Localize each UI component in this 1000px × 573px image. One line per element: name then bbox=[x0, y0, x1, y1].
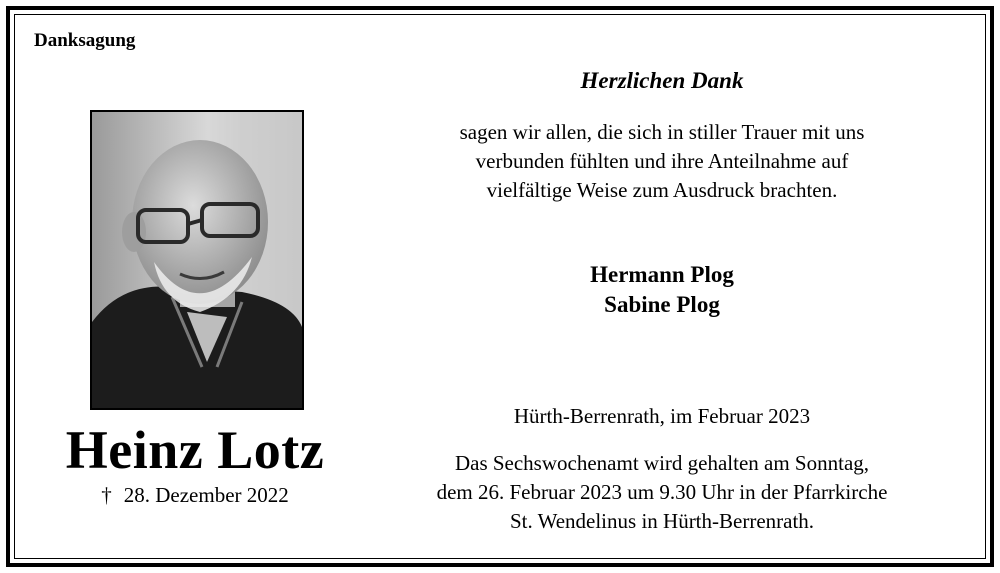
thanks-line: verbunden fühlten und ihre Anteilnahme auf bbox=[475, 149, 849, 173]
signer-name: Sabine Plog bbox=[604, 292, 720, 317]
signer-name: Hermann Plog bbox=[590, 262, 734, 287]
thanks-title: Herzlichen Dank bbox=[580, 68, 744, 93]
service-info bbox=[382, 449, 942, 536]
thanks-line: sagen wir allen, die sich in stiller Trauer mit uns bbox=[459, 120, 865, 144]
portrait-photo bbox=[90, 110, 304, 410]
portrait-illustration bbox=[92, 112, 302, 408]
deceased-name: Heinz Lotz bbox=[65, 420, 325, 480]
thanks-text bbox=[382, 118, 942, 205]
death-date-line bbox=[50, 483, 340, 508]
service-line: St. Wendelinus in Hürth-Berrenrath. bbox=[509, 509, 815, 533]
obituary-notice bbox=[6, 6, 994, 567]
thanks-line: vielfältige Weise zum Ausdruck brachten. bbox=[486, 178, 838, 202]
service-line: dem 26. Februar 2023 um 9.30 Uhr in der Pfarrkirche bbox=[436, 480, 888, 504]
place-date: Hürth-Berrenrath, im Februar 2023 bbox=[513, 404, 811, 428]
cross-icon: † bbox=[101, 483, 112, 507]
notice-heading: Danksagung bbox=[34, 30, 136, 51]
death-date: 28. Dezember 2022 bbox=[123, 483, 289, 507]
service-line: Das Sechswochenamt wird gehalten am Sonntag, bbox=[454, 451, 870, 475]
signers bbox=[382, 260, 942, 320]
